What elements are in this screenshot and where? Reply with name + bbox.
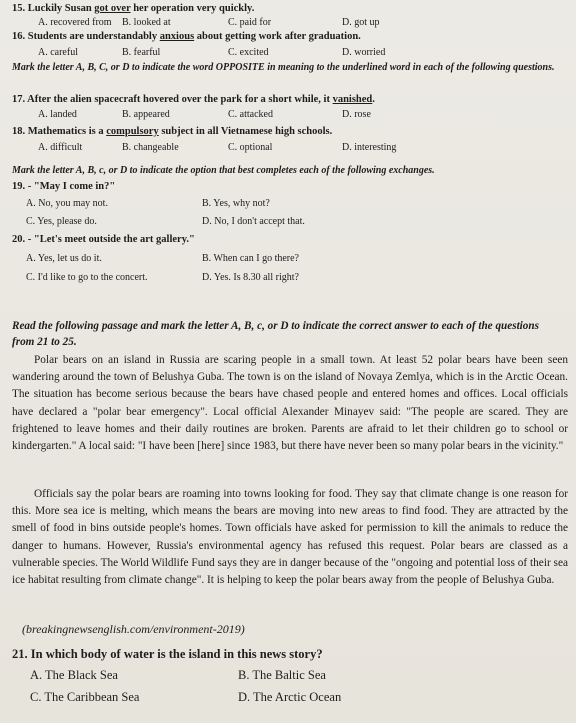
underlined-word: vanished (332, 94, 373, 105)
q19-option-c: C. Yes, please do. (26, 216, 97, 227)
q17-option-c: C. attacked (228, 109, 273, 120)
underlined-phrase: got over (94, 3, 131, 14)
question-17-text-end: . (372, 94, 375, 105)
instruction-opposite: Mark the letter A, B, C, or D to indicate the word OPPOSITE in meaning to the underlined word in each of the following questions. (12, 62, 555, 73)
q16-option-d: D. worried (342, 47, 386, 58)
q18-option-d: D. interesting (342, 142, 397, 153)
q19-option-d: D. No, I don't accept that. (202, 216, 305, 227)
question-17 (12, 94, 375, 105)
q15-option-d: D. got up (342, 17, 380, 28)
passage-paragraph-1 (12, 352, 568, 455)
question-16-text-end: about getting work after graduation. (194, 31, 361, 42)
passage-source: (breakingnewsenglish.com/environment-2019) (22, 622, 245, 636)
q21-option-b: B. The Baltic Sea (238, 668, 326, 682)
question-19: 19. - "May I come in?" (12, 181, 116, 192)
q16-option-a: A. careful (38, 47, 78, 58)
q20-option-b: B. When can I go there? (202, 253, 299, 264)
question-18-text: 18. Mathematics is a (12, 126, 107, 137)
question-16 (12, 31, 361, 42)
question-20: 20. - "Let's meet outside the art gallery." (12, 234, 195, 245)
q15-option-c: C. paid for (228, 17, 272, 28)
q18-option-b: B. changeable (122, 142, 179, 153)
q17-option-a: A. landed (38, 109, 77, 120)
question-15-text-end: her operation very quickly. (130, 3, 255, 14)
q17-option-d: D. rose (342, 109, 371, 120)
question-16-text: 16. Students are understandably (12, 31, 160, 42)
question-17-text: 17. After the alien spacecraft hovered over the park for a short while, it (12, 94, 333, 105)
q16-option-b: B. fearful (122, 47, 161, 58)
instruction-exchanges: Mark the letter A, B, c, or D to indicate the option that best completes each of the following exchanges. (12, 165, 435, 176)
q19-option-b: B. Yes, why not? (202, 198, 270, 209)
q16-option-c: C. excited (228, 47, 269, 58)
passage-paragraph-2-text: Officials say the polar bears are roaming into towns looking for food. They say that climate change is one reason for this. More sea ice is melting, which means the bears are moving into new areas to find food. They are attracted by the smell of food in bins outside people's homes. Town officials have asked for permission to kill the animals to reduce the danger to humans. However, Russia's environmental agency has refused this request. Polar bears are classed as a vulnerable species. The World Wildlife Fund says they are in danger because of the "ongoing and potential loss of their sea ice habitat resulting from climate change". It is helping to keep the polar bears away from the people of Belushya Guba. (12, 488, 568, 587)
underlined-word: compulsory (106, 126, 159, 137)
question-18 (12, 126, 332, 137)
question-21: 21. In which body of water is the island in this news story? (12, 647, 323, 661)
q19-option-a: A. No, you may not. (26, 198, 108, 209)
underlined-word: anxious (159, 31, 195, 42)
q18-option-a: A. difficult (38, 142, 83, 153)
q18-option-c: C. optional (228, 142, 273, 153)
q15-option-b: B. looked at (122, 17, 171, 28)
question-15-text: 15. Luckily Susan (12, 3, 95, 14)
q21-option-c: C. The Caribbean Sea (30, 690, 140, 704)
q20-option-a: A. Yes, let us do it. (26, 253, 102, 264)
q17-option-b: B. appeared (122, 109, 170, 120)
q21-option-a: A. The Black Sea (30, 668, 118, 682)
passage-paragraph-1-text: Polar bears on an island in Russia are scaring people in a small town. At least 52 polar bears have been seen wandering around the town of Belushya Guba. The town is on the island of Novaya Zemlya, which is in the Arctic Ocean. The situation has become serious because the bears have chased people and entered homes and offices. Local officials have declared a "polar bear emergency". Local official Alexander Minayev said: "The people are scared. They are frightened to leave homes and their daily routines are broken. Parents are afraid to let their children go to school or kindergarten." A local said: "I have been [here] since 1983, but there have never been so many polar bears in the vicinity." (12, 354, 568, 453)
passage-paragraph-2 (12, 486, 568, 589)
instruction-passage: Read the following passage and mark the letter A, B, c, or D to indicate the correct answer to each of the questions from 21 to 25. (12, 320, 539, 348)
question-18-text-end: subject in all Vietnamese high schools. (158, 126, 333, 137)
q20-option-d: D. Yes. Is 8.30 all right? (202, 272, 299, 283)
question-15 (12, 3, 254, 14)
q15-option-a: A. recovered from (38, 17, 112, 28)
q20-option-c: C. I'd like to go to the concert. (26, 272, 148, 283)
q21-option-d: D. The Arctic Ocean (238, 690, 342, 704)
